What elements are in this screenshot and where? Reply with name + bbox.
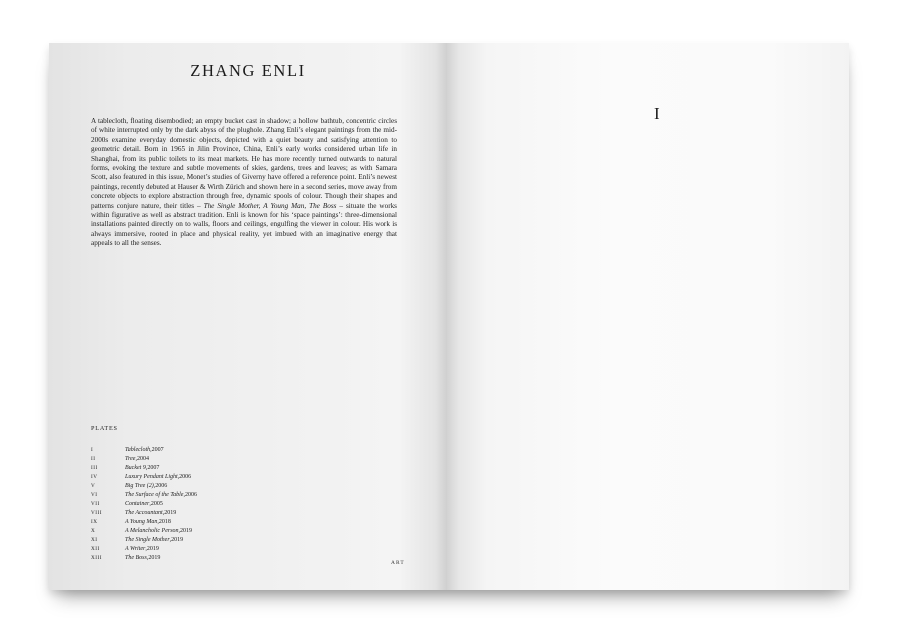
plate-title: A Young Man [125,518,158,525]
article-body: A tablecloth, floating disembodied; an empty bucket cast in shadow; a hollow bathtub, concentric circles of white interrupted only by the dark abyss of the plughole. Zhang Enli’s elegant paintings from the mid-2000s examine everyday domestic objects, depicted with a quiet beauty and satisfying attention to geometric detail. Born in 1965 in Jilin Province, China, Enli’s early works considered urban life in Shanghai, from its public toilets to its meat markets. He has more recently turned outwards to natural forms, evoking the texture and subtle movements of skies, gardens, trees and leaves; as with Samara Scott, also featured in this issue, Monet’s studies of Giverny have offered a reference point. Enli’s newest paintings, recently debuted at Hauser & Wirth Zürich and shown here in a second series, move away from concrete objects to explore abstraction through free, dynamic spools of colour. Though their shapes and patterns conjure nature, their titles – The Single Mother, A Young Man, The Boss – situate the works within figurative as well as abstract tradition. Enli is known for his ‘space paintings’: three-dimensional installations painted directly on to walls, floors and ceilings, engulfing the viewer in colour. His work is always immersive, rooted in place and physical reality, yet imbued with an imaginative energy that appeals to all the senses. [91,117,397,248]
plate-list-item: IX A Young Man , 2018 [91,518,171,525]
plate-number: X [91,527,96,534]
plates-heading: PLATES [91,425,118,432]
right-page [447,43,849,590]
plate-title: The Boss [125,554,147,561]
plate-title: A Melancholic Person [125,527,179,534]
plate-title: Luxury Pendant Light [125,473,178,480]
plate-year: 2005 [150,500,163,507]
plate-list-item: VI The Surface of the Table , 2006 [91,491,197,498]
plate-year: 2004 [136,455,149,462]
plate-list-item: VII Container , 2005 [91,500,163,507]
plate-number: VIII [91,509,102,516]
plate-list-item: X A Melancholic Person , 2019 [91,527,193,534]
plate-list-item: VIII The Accountant , 2019 [91,509,177,516]
plate-list-item: IV Luxury Pendant Light , 2006 [91,473,192,480]
plate-year: 2019 [146,545,159,552]
magazine-spread [49,43,849,590]
plate-title: Big Tree (2) [125,482,154,489]
plate-number: XII [91,545,100,552]
plate-number: V [91,482,96,489]
plate-title: Tablecloth [125,446,151,453]
plate-number: II [91,455,96,462]
plate-title: A Writer [125,545,146,552]
plate-list-item: XII A Writer , 2019 [91,545,159,552]
plate-title: The Accountant [125,509,163,516]
plates-list [91,445,197,562]
plate-list-item: III Bucket 9 , 2007 [91,464,160,471]
plate-year: 2006 [184,491,197,498]
plate-number: XI [91,536,98,543]
plate-list-item: XIII The Boss , 2019 [91,554,161,561]
plate-list-item: XI The Single Mother , 2019 [91,536,184,543]
plate-year: 2007 [147,464,160,471]
plate-list-item: II Tree , 2004 [91,455,149,462]
section-folio: ART [391,560,405,566]
plate-year: 2019 [180,527,193,534]
left-page [49,43,447,590]
article-title: ZHANG ENLI [190,61,306,80]
plate-number: IV [91,473,98,480]
plate-number: III [91,464,98,471]
plate-year: 2007 [151,446,164,453]
plate-title: The Surface of the Table [125,491,184,498]
plate-numeral: I [654,104,660,123]
plate-year: 2006 [179,473,192,480]
plate-list-item: I Tablecloth , 2007 [91,446,164,453]
plate-title: Container [125,500,150,507]
plate-year: 2006 [155,482,168,489]
plate-number: VI [91,491,98,498]
plate-number: I [91,446,94,453]
plate-year: 2019 [148,554,161,561]
plate-number: XIII [91,554,102,561]
plate-year: 2019 [171,536,184,543]
plate-number: VII [91,500,100,507]
plate-list-item: V Big Tree (2) , 2006 [91,482,168,489]
plate-year: 2019 [164,509,177,516]
plate-title: Tree [125,455,136,462]
plate-number: IX [91,518,98,525]
plate-title: Bucket 9 [125,464,146,471]
plate-year: 2018 [158,518,171,525]
plate-title: The Single Mother [125,536,170,543]
